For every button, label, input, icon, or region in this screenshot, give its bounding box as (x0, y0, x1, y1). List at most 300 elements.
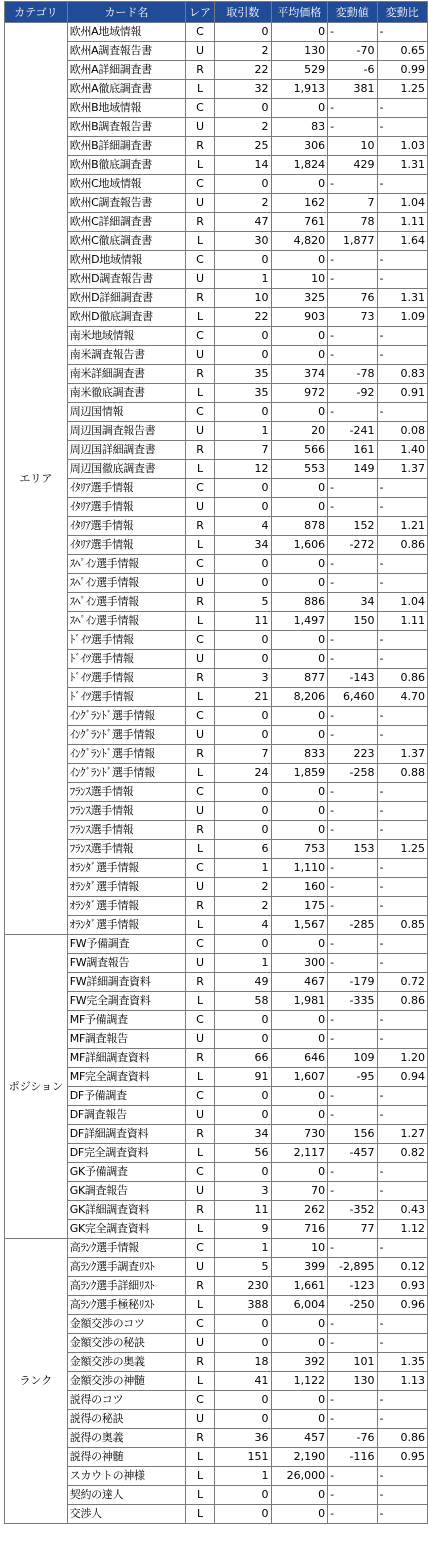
table-row (5, 1258, 428, 1277)
trade-count-cell: 66 (214, 1049, 271, 1068)
card-name-cell: 欧州C徹底調査書 (67, 232, 185, 251)
table-row (5, 1505, 428, 1524)
change-value-cell: - (328, 555, 377, 574)
change-value-cell: -92 (328, 384, 377, 403)
card-name-cell: MF調査報告 (67, 1030, 185, 1049)
trade-count-cell: 41 (214, 1372, 271, 1391)
change-ratio-cell: - (377, 726, 428, 745)
card-name-cell: DF完全調査資料 (67, 1144, 185, 1163)
avg-price-cell: 1,661 (271, 1277, 328, 1296)
trade-count-cell: 0 (214, 1486, 271, 1505)
trade-count-cell: 11 (214, 612, 271, 631)
avg-price-cell: 0 (271, 1163, 328, 1182)
rarity-cell: R (186, 669, 215, 688)
change-value-cell: - (328, 1030, 377, 1049)
avg-price-cell: 833 (271, 745, 328, 764)
card-name-cell: ｽﾍﾟｲﾝ選手情報 (67, 612, 185, 631)
rarity-cell: U (186, 1410, 215, 1429)
change-value-cell: - (328, 270, 377, 289)
change-ratio-cell: - (377, 802, 428, 821)
table-row (5, 745, 428, 764)
card-name-cell: 欧州C地域情報 (67, 175, 185, 194)
change-ratio-cell: - (377, 707, 428, 726)
trade-count-cell: 10 (214, 289, 271, 308)
avg-price-cell: 1,110 (271, 859, 328, 878)
avg-price-cell: 753 (271, 840, 328, 859)
change-value-cell: 78 (328, 213, 377, 232)
avg-price-cell: 0 (271, 650, 328, 669)
trade-count-cell: 0 (214, 1391, 271, 1410)
avg-price-cell: 730 (271, 1125, 328, 1144)
change-value-cell: - (328, 1239, 377, 1258)
trade-count-cell: 5 (214, 593, 271, 612)
rarity-cell: L (186, 1448, 215, 1467)
trade-count-cell: 1 (214, 1239, 271, 1258)
avg-price-cell: 4,820 (271, 232, 328, 251)
change-value-cell: - (328, 1334, 377, 1353)
change-value-cell: 76 (328, 289, 377, 308)
card-name-cell: 説得の秘訣 (67, 1410, 185, 1429)
trade-count-cell: 49 (214, 973, 271, 992)
table-row (5, 878, 428, 897)
table-row (5, 1467, 428, 1486)
table-row (5, 992, 428, 1011)
table-row (5, 954, 428, 973)
avg-price-cell: 0 (271, 175, 328, 194)
trade-count-cell: 0 (214, 631, 271, 650)
change-value-cell: - (328, 859, 377, 878)
change-ratio-cell: 1.21 (377, 517, 428, 536)
avg-price-cell: 0 (271, 346, 328, 365)
table-row (5, 1334, 428, 1353)
change-value-cell: -70 (328, 42, 377, 61)
table-header (5, 2, 428, 23)
change-ratio-cell: 1.40 (377, 441, 428, 460)
table-row (5, 574, 428, 593)
rarity-cell: C (186, 1239, 215, 1258)
price-table (4, 1, 428, 1524)
table-row (5, 1296, 428, 1315)
avg-price-cell: 529 (271, 61, 328, 80)
rarity-cell: C (186, 1163, 215, 1182)
change-value-cell: -76 (328, 1429, 377, 1448)
rarity-cell: U (186, 498, 215, 517)
card-name-cell: 欧州B地域情報 (67, 99, 185, 118)
change-ratio-cell: - (377, 1011, 428, 1030)
trade-count-cell: 22 (214, 308, 271, 327)
category-cell: ポジション (5, 935, 68, 1239)
table-row (5, 1486, 428, 1505)
avg-price-cell: 903 (271, 308, 328, 327)
trade-count-cell: 91 (214, 1068, 271, 1087)
card-name-cell: スカウトの神様 (67, 1467, 185, 1486)
trade-count-cell: 0 (214, 1163, 271, 1182)
table-row (5, 460, 428, 479)
change-value-cell: - (328, 346, 377, 365)
trade-count-cell: 4 (214, 517, 271, 536)
trade-count-cell: 0 (214, 1011, 271, 1030)
card-name-cell: 欧州A徹底調査書 (67, 80, 185, 99)
avg-price-cell: 457 (271, 1429, 328, 1448)
avg-price-cell: 399 (271, 1258, 328, 1277)
card-name-cell: 欧州B調査報告書 (67, 118, 185, 137)
table-row (5, 156, 428, 175)
table-row (5, 1011, 428, 1030)
trade-count-cell: 0 (214, 1106, 271, 1125)
change-ratio-cell: 1.64 (377, 232, 428, 251)
card-name-cell: ﾄﾞｲﾂ選手情報 (67, 650, 185, 669)
rarity-cell: L (186, 916, 215, 935)
change-ratio-cell: - (377, 935, 428, 954)
change-ratio-cell: 1.35 (377, 1353, 428, 1372)
avg-price-cell: 972 (271, 384, 328, 403)
card-name-cell: 欧州D調査報告書 (67, 270, 185, 289)
change-value-cell: - (328, 1486, 377, 1505)
change-value-cell: - (328, 99, 377, 118)
rarity-cell: U (186, 1030, 215, 1049)
rarity-cell: C (186, 1391, 215, 1410)
trade-count-cell: 35 (214, 365, 271, 384)
category-cell: ランク (5, 1239, 68, 1524)
card-name-cell: 欧州B徹底調査書 (67, 156, 185, 175)
change-ratio-cell: 1.11 (377, 612, 428, 631)
avg-price-cell: 553 (271, 460, 328, 479)
card-name-cell: ﾄﾞｲﾂ選手情報 (67, 631, 185, 650)
card-name-cell: ｽﾍﾟｲﾝ選手情報 (67, 593, 185, 612)
rarity-cell: U (186, 650, 215, 669)
table-row (5, 1429, 428, 1448)
change-ratio-cell: 1.09 (377, 308, 428, 327)
rarity-cell: R (186, 1353, 215, 1372)
table-row (5, 251, 428, 270)
change-value-cell: - (328, 327, 377, 346)
trade-count-cell: 151 (214, 1448, 271, 1467)
change-value-cell: - (328, 118, 377, 137)
card-name-cell: 金額交渉の奥義 (67, 1353, 185, 1372)
rarity-cell: L (186, 992, 215, 1011)
rarity-cell: C (186, 783, 215, 802)
card-name-cell: 南米徹底調査書 (67, 384, 185, 403)
trade-count-cell: 0 (214, 1315, 271, 1334)
change-ratio-cell: - (377, 631, 428, 650)
change-ratio-cell: 0.99 (377, 61, 428, 80)
change-value-cell: -457 (328, 1144, 377, 1163)
change-ratio-cell: - (377, 1182, 428, 1201)
avg-price-cell: 8,206 (271, 688, 328, 707)
table-row (5, 669, 428, 688)
change-ratio-cell: 1.04 (377, 194, 428, 213)
trade-count-cell: 1 (214, 859, 271, 878)
change-ratio-cell: 1.27 (377, 1125, 428, 1144)
rarity-cell: L (186, 384, 215, 403)
card-name-cell: 高ﾗﾝｸ選手調査ﾘｽﾄ (67, 1258, 185, 1277)
avg-price-cell: 0 (271, 1011, 328, 1030)
change-value-cell: 34 (328, 593, 377, 612)
card-name-cell: 高ﾗﾝｸ選手極秘ﾘｽﾄ (67, 1296, 185, 1315)
table-row (5, 289, 428, 308)
avg-price-cell: 0 (271, 23, 328, 42)
avg-price-cell: 0 (271, 1486, 328, 1505)
rarity-cell: L (186, 612, 215, 631)
rarity-cell: L (186, 764, 215, 783)
avg-price-cell: 26,000 (271, 1467, 328, 1486)
table-body (5, 23, 428, 1524)
trade-count-cell: 388 (214, 1296, 271, 1315)
avg-price-cell: 0 (271, 327, 328, 346)
trade-count-cell: 2 (214, 118, 271, 137)
card-name-cell: ﾌﾗﾝｽ選手情報 (67, 802, 185, 821)
trade-count-cell: 30 (214, 232, 271, 251)
card-name-cell: 欧州D詳細調査書 (67, 289, 185, 308)
card-name-cell: DF調査報告 (67, 1106, 185, 1125)
card-name-cell: MF完全調査資料 (67, 1068, 185, 1087)
rarity-cell: L (186, 156, 215, 175)
rarity-cell: R (186, 1049, 215, 1068)
rarity-cell: C (186, 1087, 215, 1106)
header-trade-count: 取引数 (214, 2, 271, 23)
card-name-cell: ｵﾗﾝﾀﾞ選手情報 (67, 878, 185, 897)
avg-price-cell: 1,981 (271, 992, 328, 1011)
trade-count-cell: 0 (214, 726, 271, 745)
table-row (5, 707, 428, 726)
avg-price-cell: 877 (271, 669, 328, 688)
trade-count-cell: 0 (214, 1087, 271, 1106)
table-row (5, 1087, 428, 1106)
avg-price-cell: 10 (271, 270, 328, 289)
rarity-cell: U (186, 118, 215, 137)
change-value-cell: - (328, 479, 377, 498)
trade-count-cell: 2 (214, 42, 271, 61)
change-value-cell: -179 (328, 973, 377, 992)
change-ratio-cell: 0.85 (377, 916, 428, 935)
change-value-cell: 77 (328, 1220, 377, 1239)
change-ratio-cell: 0.94 (377, 1068, 428, 1087)
change-ratio-cell: - (377, 897, 428, 916)
avg-price-cell: 0 (271, 574, 328, 593)
change-ratio-cell: - (377, 954, 428, 973)
change-ratio-cell: 1.04 (377, 593, 428, 612)
rarity-cell: U (186, 878, 215, 897)
card-name-cell: ｲﾝｸﾞﾗﾝﾄﾞ選手情報 (67, 726, 185, 745)
avg-price-cell: 886 (271, 593, 328, 612)
header-rarity: レア (186, 2, 215, 23)
trade-count-cell: 0 (214, 251, 271, 270)
change-value-cell: -143 (328, 669, 377, 688)
change-ratio-cell: 0.93 (377, 1277, 428, 1296)
trade-count-cell: 0 (214, 1030, 271, 1049)
header-row (5, 2, 428, 23)
table-row (5, 23, 428, 42)
avg-price-cell: 175 (271, 897, 328, 916)
change-ratio-cell: 0.86 (377, 1429, 428, 1448)
card-name-cell: ｲﾝｸﾞﾗﾝﾄﾞ選手情報 (67, 764, 185, 783)
change-value-cell: 429 (328, 156, 377, 175)
trade-count-cell: 56 (214, 1144, 271, 1163)
avg-price-cell: 160 (271, 878, 328, 897)
rarity-cell: C (186, 631, 215, 650)
table-row (5, 80, 428, 99)
card-name-cell: ｵﾗﾝﾀﾞ選手情報 (67, 859, 185, 878)
card-name-cell: 周辺国調査報告書 (67, 422, 185, 441)
trade-count-cell: 2 (214, 878, 271, 897)
rarity-cell: C (186, 859, 215, 878)
change-ratio-cell: 0.82 (377, 1144, 428, 1163)
trade-count-cell: 14 (214, 156, 271, 175)
avg-price-cell: 1,913 (271, 80, 328, 99)
table-row (5, 555, 428, 574)
table-row (5, 517, 428, 536)
table-row (5, 270, 428, 289)
avg-price-cell: 0 (271, 1391, 328, 1410)
rarity-cell: R (186, 137, 215, 156)
table-row (5, 802, 428, 821)
card-name-cell: FW調査報告 (67, 954, 185, 973)
avg-price-cell: 1,567 (271, 916, 328, 935)
change-value-cell: - (328, 1467, 377, 1486)
trade-count-cell: 2 (214, 897, 271, 916)
table-row (5, 99, 428, 118)
change-value-cell: - (328, 802, 377, 821)
table-row (5, 859, 428, 878)
change-value-cell: - (328, 935, 377, 954)
change-value-cell: -2,895 (328, 1258, 377, 1277)
trade-count-cell: 1 (214, 954, 271, 973)
table-row (5, 1125, 428, 1144)
avg-price-cell: 325 (271, 289, 328, 308)
change-value-cell: - (328, 1163, 377, 1182)
change-value-cell: -6 (328, 61, 377, 80)
change-value-cell: -352 (328, 1201, 377, 1220)
avg-price-cell: 0 (271, 498, 328, 517)
rarity-cell: C (186, 327, 215, 346)
card-name-cell: 周辺国詳細調査書 (67, 441, 185, 460)
card-name-cell: ﾌﾗﾝｽ選手情報 (67, 821, 185, 840)
trade-count-cell: 35 (214, 384, 271, 403)
table-row (5, 612, 428, 631)
rarity-cell: U (186, 422, 215, 441)
change-ratio-cell: 0.83 (377, 365, 428, 384)
avg-price-cell: 1,606 (271, 536, 328, 555)
header-change-value: 変動値 (328, 2, 377, 23)
card-name-cell: GK詳細調査資料 (67, 1201, 185, 1220)
trade-count-cell: 18 (214, 1353, 271, 1372)
avg-price-cell: 70 (271, 1182, 328, 1201)
rarity-cell: C (186, 23, 215, 42)
table-row (5, 441, 428, 460)
change-value-cell: 149 (328, 460, 377, 479)
trade-count-cell: 2 (214, 194, 271, 213)
rarity-cell: C (186, 935, 215, 954)
rarity-cell: L (186, 536, 215, 555)
change-ratio-cell: - (377, 498, 428, 517)
change-value-cell: - (328, 1011, 377, 1030)
header-category: カテゴリ (5, 2, 68, 23)
change-ratio-cell: - (377, 346, 428, 365)
table-row (5, 536, 428, 555)
avg-price-cell: 0 (271, 1087, 328, 1106)
change-ratio-cell: - (377, 270, 428, 289)
rarity-cell: C (186, 175, 215, 194)
avg-price-cell: 306 (271, 137, 328, 156)
card-name-cell: 欧州D地域情報 (67, 251, 185, 270)
table-row (5, 1182, 428, 1201)
rarity-cell: R (186, 1201, 215, 1220)
card-name-cell: FW予備調査 (67, 935, 185, 954)
change-value-cell: 101 (328, 1353, 377, 1372)
rarity-cell: U (186, 42, 215, 61)
trade-count-cell: 7 (214, 441, 271, 460)
avg-price-cell: 0 (271, 1106, 328, 1125)
change-value-cell: 381 (328, 80, 377, 99)
trade-count-cell: 0 (214, 555, 271, 574)
change-value-cell: 6,460 (328, 688, 377, 707)
rarity-cell: C (186, 403, 215, 422)
trade-count-cell: 0 (214, 574, 271, 593)
rarity-cell: R (186, 973, 215, 992)
trade-count-cell: 58 (214, 992, 271, 1011)
avg-price-cell: 20 (271, 422, 328, 441)
card-name-cell: 欧州A詳細調査書 (67, 61, 185, 80)
card-name-cell: 欧州D徹底調査書 (67, 308, 185, 327)
card-name-cell: 欧州A調査報告書 (67, 42, 185, 61)
table-row (5, 479, 428, 498)
card-name-cell: GK予備調査 (67, 1163, 185, 1182)
change-value-cell: 130 (328, 1372, 377, 1391)
trade-count-cell: 5 (214, 1258, 271, 1277)
rarity-cell: L (186, 1296, 215, 1315)
change-value-cell: - (328, 631, 377, 650)
rarity-cell: C (186, 99, 215, 118)
card-name-cell: FW完全調査資料 (67, 992, 185, 1011)
table-row (5, 726, 428, 745)
avg-price-cell: 300 (271, 954, 328, 973)
table-row (5, 1391, 428, 1410)
trade-count-cell: 0 (214, 1410, 271, 1429)
avg-price-cell: 0 (271, 479, 328, 498)
card-name-cell: FW詳細調査資料 (67, 973, 185, 992)
change-value-cell: - (328, 1410, 377, 1429)
rarity-cell: L (186, 1220, 215, 1239)
table-row (5, 422, 428, 441)
change-ratio-cell: - (377, 99, 428, 118)
table-row (5, 346, 428, 365)
change-ratio-cell: 0.91 (377, 384, 428, 403)
rarity-cell: U (186, 726, 215, 745)
change-ratio-cell: 0.08 (377, 422, 428, 441)
change-ratio-cell: - (377, 327, 428, 346)
trade-count-cell: 32 (214, 80, 271, 99)
trade-count-cell: 36 (214, 1429, 271, 1448)
avg-price-cell: 0 (271, 802, 328, 821)
rarity-cell: C (186, 707, 215, 726)
header-change-ratio: 変動比 (377, 2, 428, 23)
change-ratio-cell: - (377, 1030, 428, 1049)
avg-price-cell: 1,824 (271, 156, 328, 175)
trade-count-cell: 0 (214, 821, 271, 840)
avg-price-cell: 0 (271, 251, 328, 270)
card-name-cell: MF予備調査 (67, 1011, 185, 1030)
change-value-cell: 153 (328, 840, 377, 859)
change-ratio-cell: 1.20 (377, 1049, 428, 1068)
trade-count-cell: 0 (214, 403, 271, 422)
trade-count-cell: 6 (214, 840, 271, 859)
change-ratio-cell: 1.37 (377, 460, 428, 479)
card-name-cell: ｲﾝｸﾞﾗﾝﾄﾞ選手情報 (67, 707, 185, 726)
trade-count-cell: 0 (214, 650, 271, 669)
change-ratio-cell: - (377, 403, 428, 422)
avg-price-cell: 0 (271, 99, 328, 118)
change-ratio-cell: - (377, 783, 428, 802)
